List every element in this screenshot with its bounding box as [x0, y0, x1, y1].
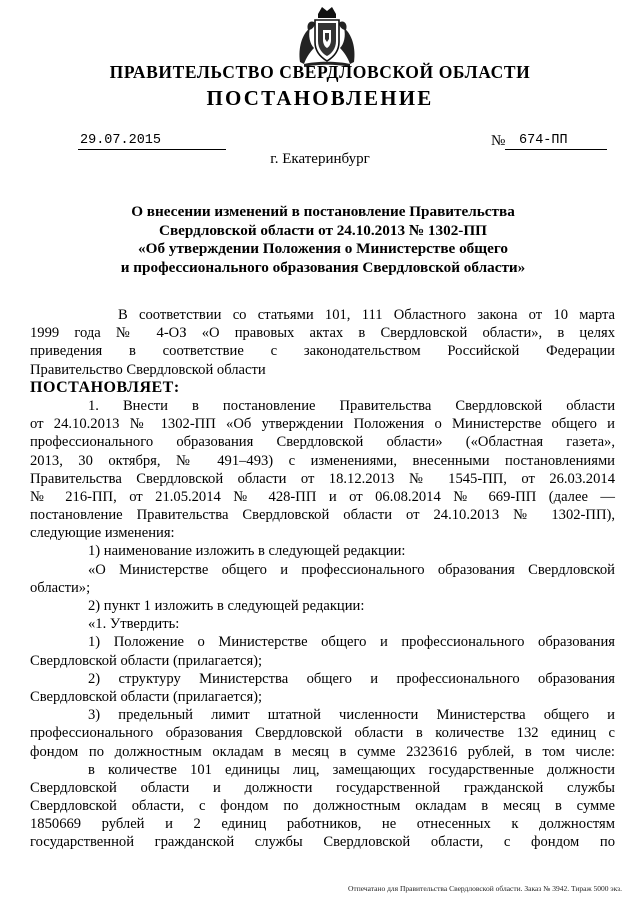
body-line: профессионального образования Свердловской области» («Областная газета», — [30, 434, 615, 451]
body-line: Правительства Свердловской области от 18.12.2013 № 1545-ПП, от 26.03.2014 — [30, 470, 615, 487]
body-line: 1) Положение о Министерстве общего и профессионального образования — [88, 634, 615, 651]
body-line: «1. Утвердить: — [88, 616, 180, 633]
body-line: 1. Внести в постановление Правительства Свердловской области — [88, 397, 615, 414]
document-type: ПОСТАНОВЛЕНИЕ — [206, 86, 434, 110]
coat-of-arms-emblem — [296, 4, 358, 68]
body-line: 2013, 30 октября, № 491–493) с изменениями, внесенными постановлениями — [30, 452, 615, 469]
document-date: 29.07.2015 — [78, 133, 226, 150]
body-line: 3) предельный лимит штатной численности Министерства общего и — [88, 707, 615, 724]
heading-line: Свердловской области от 24.10.2013 № 1302-ПП — [159, 221, 487, 239]
government-title: ПРАВИТЕЛЬСТВО СВЕРДЛОВСКОЙ ОБЛАСТИ — [109, 62, 531, 82]
document-number: 674-ПП — [505, 133, 607, 150]
print-note: Отпечатано для Правительства Свердловской области. Заказ № 3942. Тираж 5000 экз. — [348, 884, 622, 893]
body-line: Свердловской области и должности государственной гражданской службы — [30, 779, 615, 796]
body-line: Свердловской области (прилагается); — [30, 652, 263, 669]
body-line: области»; — [30, 579, 91, 596]
body-line: Свердловской области, с фондом по должностным окладам в месяц в сумме — [30, 798, 615, 815]
body-line: 1850669 рублей и 2 единиц работников, не отнесенных к должностям — [30, 816, 615, 833]
body-line: приведения в соответствие с законодательством Российской Федерации — [30, 343, 615, 360]
body-line: в количестве 101 единицы лиц, замещающих государственные должности — [88, 761, 615, 778]
heading-line: и профессионального образования Свердловской области» — [120, 258, 526, 276]
body-line: Правительство Свердловской области — [30, 361, 266, 378]
body-line: от 24.10.2013 № 1302-ПП «Об утверждении Положения о Министерстве общего и — [30, 416, 615, 433]
body-line: № 216-ПП, от 21.05.2014 № 428-ПП и от 06.08.2014 № 669-ПП (далее — — [30, 488, 615, 505]
body-line: постановление Правительства Свердловской области от 24.10.2013 № 1302-ПП), — [30, 507, 615, 524]
body-line: фондом по должностным окладам в месяц в сумме 2323616 рублей, в том числе: — [30, 743, 615, 760]
document-heading — [60, 203, 586, 277]
document-city: г. Екатеринбург — [270, 151, 370, 167]
body-line: 2) пункт 1 изложить в следующей редакции: — [88, 598, 365, 614]
body-line: Свердловской области (прилагается); — [30, 688, 263, 705]
body-line: государственной гражданской службы Свердловской области, с фондом по — [30, 834, 615, 851]
heading-line: «Об утверждении Положения о Министерстве общего — [138, 240, 508, 257]
body-line: В соответствии со статьями 101, 111 Областного закона от 10 марта — [118, 307, 615, 323]
resolution-keyword: ПОСТАНОВЛЯЕТ: — [30, 378, 180, 396]
body-line: профессионального образования Свердловской области в количестве 132 единиц с — [30, 725, 615, 742]
body-line: 2) структуру Министерства общего и профессионального образования — [88, 670, 615, 687]
body-line: следующие изменения: — [30, 525, 175, 542]
number-sign: № — [491, 133, 506, 149]
body-line: «О Министерстве общего и профессионального образования Свердловской — [88, 561, 615, 578]
body-line: 1) наименование изложить в следующей редакции: — [88, 543, 406, 560]
document-body — [30, 306, 615, 852]
body-line: 1999 года № 4-ОЗ «О правовых актах в Свердловской области», в целях — [30, 325, 615, 342]
heading-line: О внесении изменений в постановление Правительства — [131, 203, 515, 220]
